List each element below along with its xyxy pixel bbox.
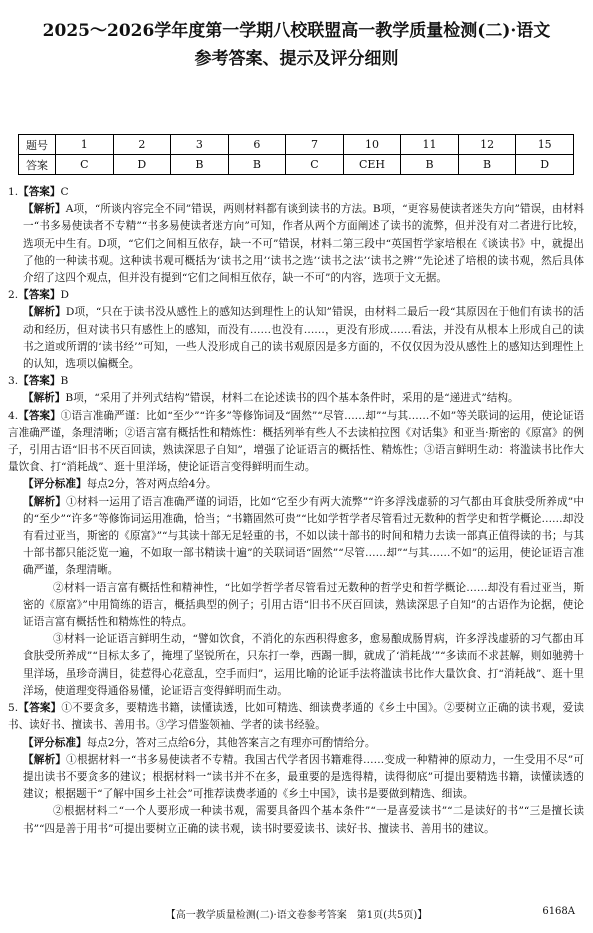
q5-analysis-1: 【解析】①根据材料一“书多易使读者不专精。我国古代学者因书籍难得……变成一种精神的原动力，一生受用不尽”可提出读书不要贪多的建议；根据材料一“读书并不在多，最重要的是选得精，读得彻底”可提出要精选书籍，读懂读透的建议；根据题干“了解中国乡土社会”可推荐读费孝通的《乡土中国》，读书是要做到精选、细读。: [23, 753, 585, 801]
q1-analysis: 【解析】A项，“所谈内容完全不同”错误，两则材料都有谈到读书的方法。B项，“更容易使读者迷失方向”错误，由材料一“书多易使读者不专精”“书多易使读者迷方向”可知，作者从两个方面阐述了读书的流弊，但并没有对二者进行比较，选项无中生有。D项，“它们之间相互依存，缺一不可”错误，材料二第三段中“英国哲学家培根在《谈读书》中，就提出了他的一种读书观。这种读书观可概括为‘读书之用’‘读书之选’‘读书之法’‘读书之辨’”先论述了培根的读书观，然后具体介绍了这四个观点，但并没有提到“它们之间相互依存，缺一不可”的内容，选项于文无据。: [23, 203, 584, 285]
table-cell: D: [516, 155, 574, 175]
answer-body: [8, 184, 584, 838]
table-cell: 6: [228, 135, 286, 155]
table-cell: B: [401, 155, 459, 175]
table-header-question: 题号: [19, 135, 56, 155]
footer-page-info: 【高一教学质量检测(二)·语文卷参考答案 第1页(共5页)】: [165, 910, 428, 921]
document-title: 2025～2026学年度第一学期八校联盟高一教学质量检测(二)·语文: [42, 21, 551, 41]
table-cell: 11: [401, 135, 459, 155]
q4-answer: 4.【答案】①语言准确严谨：比如“至少”“许多”等修饰词及“固然”“尽管……却”“与其……不如”等关联词的运用，使论证语言准确严谨，条理清晰；②语言富有概括性和精炼性：概括列举有些人不去读柏拉图《对话集》和亚当·斯密的《原富》的例子，引用古语“旧书不厌百回读，熟读深思子自知”，增强了论证语言的概括性、精炼性；③语言鲜明生动：将滥读书比作大量饮食、打“消耗战”、逛十里洋场，使论证语言变得鲜明而生动。: [8, 409, 585, 474]
q2-answer: 2.【答案】D: [8, 289, 69, 302]
table-cell: C: [56, 155, 114, 175]
q5-answer: 5.【答案】①不要贪多，要精选书籍，读懂读透，比如可精选、细读费孝通的《乡土中国》。②要树立正确的读书观，爱读书、读好书、擅读书、善用书。③学习借鉴领袖、学者的读书经验。: [8, 702, 584, 732]
q4-scoring-standard: 【评分标准】每点2分，答对两点给4分。: [23, 478, 217, 491]
q3-analysis: 【解析】B项，“采用了并列式结构”错误，材料二在论述读书的四个基本条件时，采用的是“递进式”结构。: [23, 392, 519, 405]
table-cell: C: [286, 155, 344, 175]
table-cell: 3: [171, 135, 229, 155]
table-cell: 1: [56, 135, 114, 155]
answer-table: [18, 134, 574, 175]
table-cell: D: [113, 155, 171, 175]
table-cell: 10: [343, 135, 401, 155]
q5-analysis-2: ②根据材料二“一个人要形成一种读书观，需要具备四个基本条件”“一是喜爱读书”“二是读好的书”“三是擅长读书”“四是善于用书”可提出要树立正确的读书观，读书时要爱读书、读好书、擅读书、善用书的建议。: [23, 805, 584, 835]
q4-analysis-3: ③材料一论证语言鲜明生动，“譬如饮食，不消化的东西积得愈多，愈易酿成肠胃病，许多浮浅虚骄的习气都由耳食肤受所养成”“目标太多了，掩埋了坚锐所在，只东打一拳，西踢一脚，就成了‘消耗战’”“多读而不求甚解，则如驰骋十里洋场，虽珍奇满目，徒惹得心花意乱，空手而归”，运用比喻的论证手法将滥读书比作大量饮食、打“消耗战”、逛十里洋场，使道理变得通俗易懂，论证语言变得鲜明而生动。: [23, 633, 584, 697]
q3-answer: 3.【答案】B: [8, 375, 69, 388]
table-cell: 15: [516, 135, 574, 155]
table-cell: 7: [286, 135, 344, 155]
table-row-answers: [19, 155, 574, 175]
table-cell: CEH: [343, 155, 401, 175]
table-cell: 2: [113, 135, 171, 155]
table-cell: B: [228, 155, 286, 175]
table-header-answer: 答案: [19, 155, 56, 175]
q5-scoring-standard: 【评分标准】每点2分，答对三点给6分，其他答案言之有理亦可酌情给分。: [23, 736, 376, 749]
table-cell: B: [458, 155, 516, 175]
footer-code: 6168A: [542, 906, 575, 917]
q4-analysis-2: ②材料一语言富有概括性和精神性，“比如学哲学者尽管看过无数种的哲学史和哲学概论……却没有看过亚当，斯密的《原富》”中用简练的语言，概括典型的例子；引用古语“旧书不厌百回读，熟读深思子自知”的古语作为论据，使论证语言富有概括性和精炼性的特点。: [23, 581, 584, 629]
document-subtitle: 参考答案、提示及评分细则: [194, 49, 399, 69]
q4-analysis-1: 【解析】①材料一运用了语言准确严谨的词语，比如“它至少有两大流弊”“许多浮浅虚骄的习气都由耳食肤受所养成”中的“至少”“许多”等修饰词运用准确，恰当；“书籍固然可贵”“比如学哲学者尽管看过无数种的哲学史和哲学概论……却没有看过亚当，斯密的《原富》”“与其读十部无足轻重的书，不如以读十部书的时间和精力去读一部真正值得读的书；与其十部书都只能泛览一遍，不如取一部书精读十遍”的关联词语“固然”“尽管……却”“与其……不如”的运用，使论证语言准确严谨，条理清晰。: [23, 495, 584, 577]
q1-answer: 1.【答案】C: [8, 186, 69, 198]
table-cell: B: [171, 155, 229, 175]
table-cell: 12: [458, 135, 516, 155]
q2-analysis: 【解析】D项，“只在于读书没从感性上的感知达到理性上的认知”错误，由材料二最后一段“其原因在于他们有读书的活动和经历，但对读书只有感性上的感知，而没有……也没有……，更没有形成……看法，并没有从根本上形成自己的读书之道或所谓的‘读书经’”可知，一些人没形成自己的读书观原因是多方面的，不仅仅因为没从感性上的感知达到理性上的认知，选项以偏概全。: [23, 306, 584, 371]
table-row-questions: [19, 135, 574, 155]
